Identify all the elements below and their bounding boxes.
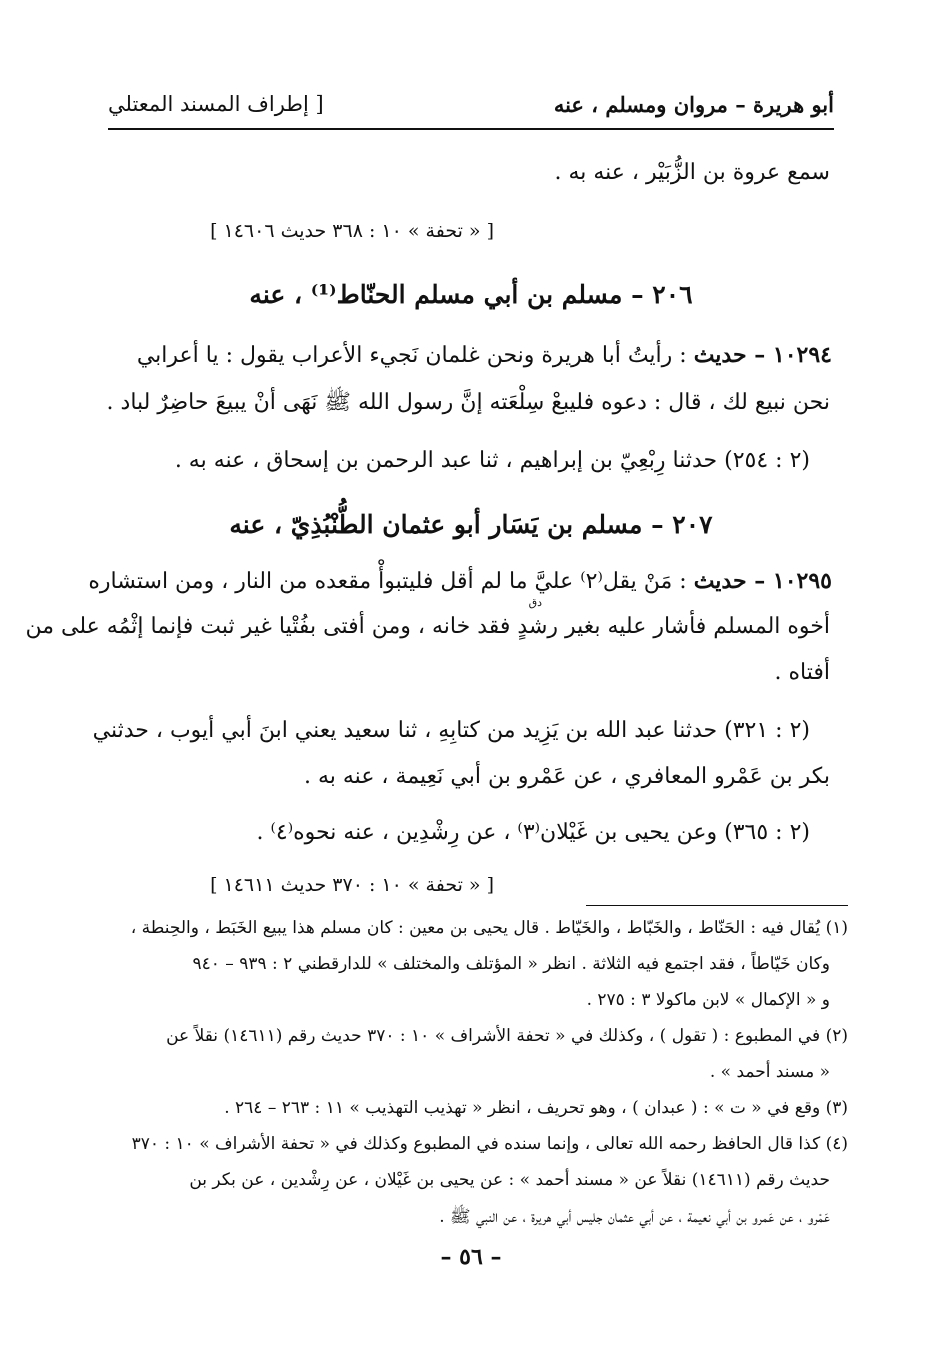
isnad-line: بكر بن عَمْرو المعافري ، عن عَمْرو بن أبي نَعِيمة ، عنه به . [303, 764, 830, 789]
isnad-line: (٢ : ٣٦٥) وعن يحيى بن غَيْلان⁽٣⁾ ، عن رِشْدِين ، عنه نحوه⁽٤⁾ . [256, 820, 810, 845]
footnote-1-line: وكان خَيّاطاً ، فقد اجتمع فيه الثلاثة . انظر « المؤتلف والمختلف » للدارقطني ٢ : ٩٣٩ – ٩٤٠ [192, 954, 830, 974]
header-book-title: [ إطراف المسند المعتلي [108, 92, 324, 116]
footnote-3: (٣) وقع في « ت » : ( عبدان ) ، وهو تحريف ، انظر « تهذيب التهذيب » ١١ : ٢٦٣ – ٢٦٤ . [224, 1098, 848, 1118]
text-line: سمع عروة بن الزُّبَيْر ، عنه به . [554, 160, 830, 185]
hadith-10294-line-2: نحن نبيع لك ، قال : دعوه فليبعْ سِلْعَته إنَّ رسول الله ﷺ نَهَى أنْ يبيعَ حاضِرٌ لباد . [106, 390, 830, 415]
hadith-number: ١٠٢٩٥ – حديث [693, 568, 832, 594]
hadith-10295-line-3: أفتاه . [774, 660, 830, 685]
reference-line: [ « تحفة » ١٠ : ٣٦٨ حديث ١٤٦٠٦ ] [210, 220, 494, 242]
footnote-1: (١) يُقال فيه : الحَنّاط ، والخَبّاط ، والخَيّاط . قال يحيى بن معين : كان مسلم هذا يبيع الخَبَط ، والحِنطة ، [130, 918, 848, 938]
hadith-10295-line-2: أخوه المسلم فأشار عليه بغير رشدٍ فقد خانه ، ومن أفتى بفُتْيا غير ثبت فإنما إثْمُه على من [25, 614, 830, 639]
hadith-10294-line-1 [137, 342, 832, 368]
footnote-rule [586, 905, 848, 906]
isnad-line: (٢ : ٢٥٤) حدثنا رِبْعِيّ بن إبراهيم ، ثنا عبد الرحمن بن إسحاق ، عنه به . [174, 448, 810, 473]
header-chapter-title: أبو هريرة – مروان ومسلم ، عنه [553, 92, 834, 117]
footnote-4-line: عَمْرو ، عن عَمرو بن أبي نعيمة ، عن أبي عثمان جليس أبي هريرة ، عن النبي ﷺ . [439, 1207, 830, 1227]
reference-line: [ « تحفة » ١٠ : ٣٧٠ حديث ١٤٦١١ ] [210, 874, 494, 896]
footnote-2: (٢) في المطبوع : ( تقول ) ، وكذلك في « تحفة الأشراف » ١٠ : ٣٧٠ حديث رقم (١٤٦١١) نقلاً عن [166, 1026, 848, 1046]
header-rule [108, 128, 834, 130]
hadith-text: : مَنْ يقل⁽٢⁾ عليَّ ما لم أقل فليتبوأْ مقعده من النار ، ومن استشاره [88, 569, 694, 594]
marginal-mark: دق [528, 596, 542, 609]
footnote-4-line: حديث رقم (١٤٦١١) نقلاً عن « مسند أحمد » : عن يحيى بن غَيْلان ، عن رِشْدين ، عن بكر بن [189, 1170, 830, 1190]
footnote-2-line: « مسند أحمد » . [709, 1062, 830, 1082]
running-header [108, 92, 834, 132]
footnote-1-line: و « الإكمال » لابن ماكولا ٣ : ٢٧٥ . [586, 990, 830, 1010]
isnad-line: (٢ : ٣٢١) حدثنا عبد الله بن يَزِيد من كتابِهِ ، ثنا سعيد يعني ابنَ أبي أيوب ، حدثني [92, 718, 810, 743]
hadith-number: ١٠٢٩٤ – حديث [693, 342, 832, 368]
footnote-4: (٤) كذا قال الحافظ رحمه الله تعالى ، وإنما سنده في المطبوع وكذلك في « تحفة الأشراف » ١٠ : ٣٧٠ [131, 1134, 848, 1154]
section-heading-207: ٢٠٧ – مسلم بن يَسَار أبو عثمان الطُّنْبُذِيّ ، عنه [229, 510, 713, 539]
page-number: – ٥٦ – [440, 1244, 502, 1270]
section-heading-206: ٢٠٦ – مسلم بن أبي مسلم الحنّاط⁽¹⁾ ، عنه [249, 280, 693, 309]
hadith-text: : رأيتُ أبا هريرة ونحن غلمان نَجيء الأعراب يقول : يا أعرابي [136, 343, 694, 368]
hadith-10295-line-1 [88, 568, 832, 594]
